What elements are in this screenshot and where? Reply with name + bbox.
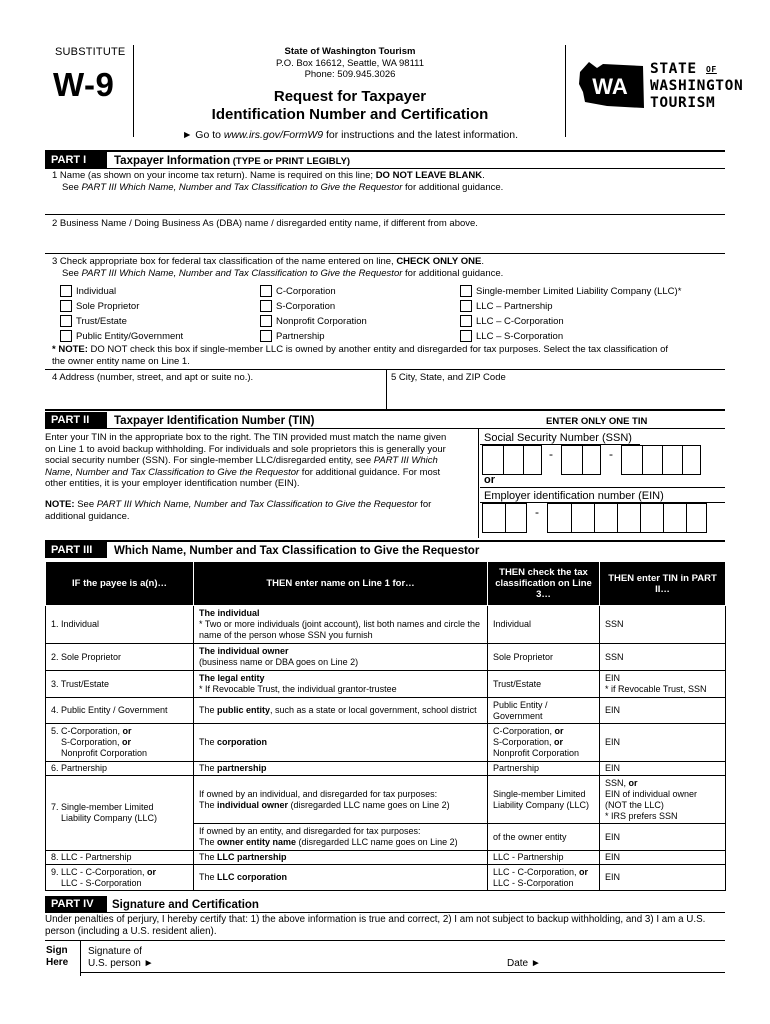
form-title-line1: Request for Taxpayer	[273, 88, 427, 105]
col-header: THEN enter TIN in PART II…	[600, 562, 726, 606]
checkbox-label: Individual	[76, 286, 117, 297]
line1-label	[52, 170, 485, 182]
name-cell	[194, 824, 488, 851]
name-text: * Two or more individuals (joint account), list both names and circle the name of the person whose SSN you furnish	[199, 619, 480, 640]
part2-body-line	[45, 467, 475, 479]
ein-label: Employer identification number (EIN)	[484, 490, 664, 502]
payee-cell: 2. Sole Proprietor	[46, 644, 194, 671]
part4-title: Signature and Certification	[112, 899, 259, 911]
table-row	[46, 698, 726, 724]
part3-top-rule	[45, 540, 725, 542]
rule-vertical	[386, 369, 387, 409]
name-bold: individual owner	[217, 799, 289, 810]
part1-title-note: (TYPE or PRINT LEGIBLY)	[230, 156, 351, 167]
part2-body-line: Enter your TIN in the appropriate box to the right. The TIN provided must match the name given	[45, 432, 447, 443]
tin-cell: EIN	[600, 824, 726, 851]
part3-title: Which Name, Number and Tax Classification to Give the Requestor	[114, 545, 480, 557]
name-cell	[194, 644, 488, 671]
city-state-zip-field[interactable]	[388, 384, 724, 406]
checkbox-label: Nonprofit Corporation	[276, 316, 367, 327]
part2-note-line	[45, 499, 475, 511]
cell-divider	[594, 504, 595, 532]
certification-line: Under penalties of perjury, I hereby certify that: 1) the above information is true and correct, 2) I am not subject to backup withholding, and 3) I am a U.S.	[45, 914, 706, 925]
name-bold: partnership	[217, 763, 267, 773]
cell-divider	[663, 504, 664, 532]
line1-bold: DO NOT LEAVE BLANK	[375, 170, 483, 181]
payee-cell: 1. Individual	[46, 606, 194, 644]
signature-label	[88, 946, 153, 970]
classification-cell: Sole Proprietor	[488, 644, 600, 671]
name-pre: The	[199, 872, 218, 882]
ssn-group-2[interactable]	[561, 445, 601, 475]
logo-text	[650, 61, 743, 112]
name-cell	[194, 724, 488, 762]
checkbox-label: Trust/Estate	[76, 316, 127, 327]
substitute-label: SUBSTITUTE	[55, 46, 126, 58]
logo-mark-text: WA	[592, 74, 628, 99]
name-text: , such as a state or local government, school district	[270, 705, 477, 715]
table-row	[46, 776, 726, 824]
name-bold: The individual	[199, 608, 260, 618]
part2-note-end: for	[417, 499, 432, 510]
ein-group-1[interactable]	[482, 503, 527, 533]
ssn-label: Social Security Number (SSN)	[484, 432, 632, 444]
payee-bold: or	[122, 726, 132, 736]
business-name-field[interactable]	[45, 230, 725, 252]
part1-tag: PART I	[45, 152, 107, 168]
cell-divider	[617, 504, 618, 532]
name-text: (disregarded LLC name goes on Line 2)	[288, 799, 450, 810]
name-pre: The	[199, 837, 218, 847]
name-text: If owned by an individual, and disregarded for tax purposes:	[199, 788, 438, 799]
checkbox-partnership[interactable]	[260, 330, 272, 342]
table-row	[46, 644, 726, 671]
classification-cell: Partnership	[488, 762, 600, 776]
checkbox-s-corporation[interactable]	[260, 300, 272, 312]
enter-only-one-tin: ENTER ONLY ONE TIN	[546, 416, 648, 427]
form-title	[140, 88, 560, 124]
cls-text: S-Corporation,	[493, 737, 555, 747]
checkbox-c-corporation[interactable]	[260, 285, 272, 297]
here-word: Here	[46, 957, 69, 968]
line4-label: 4 Address (number, street, and apt or suite no.).	[52, 372, 254, 383]
checkbox-label: C-Corporation	[276, 286, 336, 297]
org-phone: Phone: 509.945.3026	[304, 69, 396, 80]
name-pre: The	[199, 799, 218, 810]
rule-vertical	[80, 940, 81, 976]
part4-tag: PART IV	[45, 896, 107, 912]
checkbox-llc-c-corp[interactable]	[460, 315, 472, 327]
checkbox-label: S-Corporation	[276, 301, 336, 312]
part2-body-text: for additional guidance. For most	[299, 466, 441, 478]
ssn-group-1[interactable]	[482, 445, 542, 475]
part2-note-bold: NOTE:	[45, 499, 75, 510]
tin-cell: SSN	[600, 644, 726, 671]
part2-body-line	[45, 455, 475, 467]
tin-cell: SSN	[600, 606, 726, 644]
classification-cell: Trust/Estate	[488, 671, 600, 698]
rule	[45, 369, 725, 370]
payee-bold: or	[147, 866, 157, 877]
rule-vertical	[478, 428, 479, 538]
cls-bold: or	[554, 737, 564, 747]
payee-cell	[46, 865, 194, 891]
rule	[480, 487, 725, 488]
sign-word: Sign	[46, 945, 68, 956]
tin-cell: EIN	[600, 762, 726, 776]
line3-bold: CHECK ONLY ONE	[396, 256, 482, 267]
form-title-line2: Identification Number and Certification	[211, 106, 489, 123]
classification-cell: LLC - Partnership	[488, 851, 600, 865]
instructions-link-line	[140, 129, 560, 141]
logo-washington: WASHINGTON	[650, 78, 744, 94]
col-header: IF the payee is a(n)…	[46, 562, 194, 606]
payee-cell: 8. LLC - Partnership	[46, 851, 194, 865]
cell-divider	[505, 504, 506, 532]
part2-note-line: additional guidance.	[45, 510, 130, 522]
tin-cell: EIN	[600, 851, 726, 865]
col-header: THEN check the tax classification on Line 3…	[488, 562, 600, 606]
tin-note: * if Revocable Trust, SSN	[605, 684, 707, 694]
address-field[interactable]	[45, 384, 385, 406]
cell-divider	[571, 504, 572, 532]
name-bold: public entity	[217, 705, 271, 715]
name-bold: owner entity name	[217, 837, 297, 847]
tin-guidance-table	[45, 561, 726, 891]
name-pre: The	[199, 705, 218, 715]
or-label: or	[484, 474, 495, 486]
rule	[45, 912, 725, 913]
name-pre: The	[199, 737, 218, 747]
sign-here-label	[46, 945, 68, 969]
payee-cell: 4. Public Entity / Government	[46, 698, 194, 724]
date-field[interactable]	[545, 950, 725, 972]
line3-text: 3 Check appropriate box for federal tax classification of the name entered on line,	[52, 256, 397, 267]
col-header: THEN enter name on Line 1 for…	[194, 562, 488, 606]
part2-body-italic: PART III Which	[373, 455, 438, 467]
cell-divider	[503, 446, 504, 474]
payee-cell	[46, 776, 194, 851]
rule	[45, 214, 725, 215]
name-cell	[194, 762, 488, 776]
table-header-row	[46, 562, 726, 606]
part2-note-italic: PART III Which Name, Number and Tax Classification to Give the Requestor	[96, 499, 418, 510]
name-cell	[194, 865, 488, 891]
part2-top-rule	[45, 409, 725, 411]
cls-text: Nonprofit Corporation	[493, 748, 580, 758]
part2-body	[45, 432, 475, 490]
signature-line	[80, 972, 725, 973]
ein-dash: -	[535, 505, 539, 519]
see-suffix: for additional guidance.	[402, 268, 504, 279]
tin-note: * IRS prefers SSN	[605, 810, 678, 821]
checkbox-sole-proprietor[interactable]	[60, 300, 72, 312]
payee-bold: or	[122, 737, 132, 747]
checkbox-individual[interactable]	[60, 285, 72, 297]
line1-end: .	[482, 170, 485, 181]
signature-label-line: U.S. person ►	[88, 958, 154, 969]
ssn-dash: -	[609, 447, 613, 461]
see-prefix: See	[62, 268, 82, 279]
classification-cell: Public Entity / Government	[488, 698, 600, 724]
cell-divider	[642, 446, 643, 474]
table-row	[46, 671, 726, 698]
line3-label	[52, 256, 484, 268]
line3-end: .	[481, 256, 484, 267]
table-row	[46, 724, 726, 762]
part2-note-text: See	[74, 499, 97, 510]
logo-of: OF	[706, 65, 717, 74]
ssn-group-3[interactable]	[621, 445, 701, 475]
table-row	[46, 865, 726, 891]
org-block	[140, 46, 560, 81]
payee-text: Nonprofit Corporation	[61, 748, 148, 758]
payee-cell: 6. Partnership	[46, 762, 194, 776]
classification-cell: Individual	[488, 606, 600, 644]
classification-cell	[488, 865, 600, 891]
cell-divider	[662, 446, 663, 474]
see-prefix: See	[62, 182, 82, 193]
line5-label: 5 City, State, and ZIP Code	[391, 372, 506, 383]
see-suffix: for additional guidance.	[402, 182, 504, 193]
payee-text: S-Corporation,	[61, 737, 123, 747]
tin-bold: or	[628, 777, 638, 788]
name-bold: The legal entity	[199, 673, 265, 683]
part1-title-text: Taxpayer Information	[114, 155, 231, 167]
name-text: (business name or DBA goes on Line 2)	[199, 657, 359, 667]
cls-text: LLC - C-Corporation,	[493, 866, 580, 877]
checkbox-label: Public Entity/Government	[76, 331, 184, 342]
cell-divider	[640, 504, 641, 532]
part1-top-rule	[45, 150, 725, 152]
part2-note	[45, 499, 475, 522]
see-italic: PART III Which Name, Number and Tax Classification to Give the Requestor	[81, 268, 403, 279]
payee-text: 7. Single-member Limited	[51, 802, 154, 812]
org-name: State of Washington Tourism	[284, 46, 416, 57]
logo-tourism: TOURISM	[650, 95, 716, 111]
part2-body-text: social security number (SSN). For single-member LLC/disregarded entity, see	[45, 455, 374, 467]
rule	[45, 428, 725, 429]
payee-cell	[46, 724, 194, 762]
payee-text: LLC - S-Corporation	[61, 877, 142, 888]
note-bold: * NOTE:	[52, 344, 88, 355]
header-divider	[133, 45, 134, 137]
checkbox-llc-s-corp[interactable]	[460, 330, 472, 342]
date-label: Date ►	[507, 958, 541, 969]
checkbox-label: LLC – Partnership	[476, 301, 553, 312]
certification-text	[45, 914, 730, 937]
table-row	[46, 606, 726, 644]
checkbox-label: Partnership	[276, 331, 325, 342]
name-pre: The	[199, 763, 218, 773]
checkbox-label: LLC – C-Corporation	[476, 316, 564, 327]
part2-tag: PART II	[45, 412, 107, 428]
tin-cell	[600, 671, 726, 698]
header-divider-right	[565, 45, 566, 137]
certification-line: person (including a U.S. resident alien).	[45, 925, 217, 937]
cls-bold: or	[554, 726, 564, 736]
see-italic: PART III Which Name, Number and Tax Classification to Give the Requestor	[81, 182, 403, 193]
name-text: (disregarded LLC name goes on Line 2)	[296, 837, 458, 847]
cls-text: C-Corporation,	[493, 726, 555, 736]
cell-divider	[523, 446, 524, 474]
cell-divider	[582, 446, 583, 474]
llc-note-line2: the owner entity name on Line 1.	[52, 356, 190, 367]
table-row	[46, 851, 726, 865]
checkbox-nonprofit[interactable]	[260, 315, 272, 327]
tin-cell: EIN	[600, 724, 726, 762]
part2-body-line: other entities, it is your employer identification number (EIN).	[45, 478, 300, 490]
tin-cell: EIN	[600, 865, 726, 891]
payee-text: Liability Company (LLC)	[61, 813, 158, 823]
payee-cell: 3. Trust/Estate	[46, 671, 194, 698]
logo-state: STATE	[650, 61, 697, 77]
line1-see	[62, 182, 503, 194]
part3-tag: PART III	[45, 542, 107, 558]
name-cell	[194, 851, 488, 865]
name-cell	[194, 606, 488, 644]
line1-text: 1 Name (as shown on your income tax return). Name is required on this line;	[52, 170, 376, 181]
cls-text: LLC - S-Corporation	[493, 877, 574, 888]
note-text: DO NOT check this box if single-member LLC is owned by another entity and disregarded for tax purposes. Select the tax classification of	[87, 344, 669, 355]
checkbox-llc-partnership[interactable]	[460, 300, 472, 312]
tin-cell: EIN	[600, 698, 726, 724]
rule	[45, 253, 725, 254]
cls-bold: or	[579, 866, 589, 877]
tin-text: EIN	[605, 673, 621, 683]
form-number: W-9	[53, 66, 115, 103]
signature-label-line: Signature of	[88, 946, 142, 957]
part2-body-line: on Line 1 to avoid backup withholding. For individuals and sole proprietors this is generally your	[45, 443, 446, 455]
classification-cell: Single-member Limited Liability Company (LLC)	[488, 776, 600, 824]
name-bold: LLC corporation	[217, 872, 288, 882]
cell-divider	[686, 504, 687, 532]
tin-cell	[600, 776, 726, 824]
goto-prefix: ► Go to	[181, 129, 224, 141]
table-row	[46, 762, 726, 776]
payee-text: 5. C-Corporation,	[51, 726, 123, 736]
llc-note	[52, 344, 722, 356]
irs-link[interactable]: www.irs.gov/FormW9	[223, 129, 324, 141]
checkbox-label: Sole Proprietor	[76, 301, 140, 312]
ssn-dash: -	[549, 447, 553, 461]
name-bold: LLC partnership	[217, 852, 287, 862]
name-text: If owned by an entity, and disregarded for tax purposes:	[199, 826, 421, 836]
org-address: P.O. Box 16612, Seattle, WA 98111	[275, 57, 425, 69]
checkbox-label: LLC – S-Corporation	[476, 331, 564, 342]
name-field[interactable]	[45, 194, 725, 214]
washington-state-logo-icon	[577, 58, 647, 110]
ein-group-2[interactable]	[547, 503, 707, 533]
name-cell	[194, 671, 488, 698]
cell-divider	[682, 446, 683, 474]
name-bold: corporation	[217, 737, 268, 747]
payee-text: 9. LLC - C-Corporation,	[51, 866, 148, 877]
line3-see	[62, 268, 503, 280]
tin-text: EIN of individual owner (NOT the LLC)	[605, 788, 698, 810]
part2-title: Taxpayer Identification Number (TIN)	[114, 415, 315, 427]
checkbox-public-entity[interactable]	[60, 330, 72, 342]
checkbox-trust-estate[interactable]	[60, 315, 72, 327]
name-text: * If Revocable Trust, the individual grantor-trustee	[199, 684, 397, 694]
name-cell	[194, 698, 488, 724]
goto-suffix: for instructions and the latest information.	[323, 129, 519, 141]
rule	[45, 940, 725, 941]
classification-cell	[488, 724, 600, 762]
checkbox-single-member-llc[interactable]	[460, 285, 472, 297]
checkbox-label: Single-member Limited Liability Company (LLC)*	[476, 286, 682, 297]
name-bold: The individual owner	[199, 646, 289, 656]
rule	[45, 168, 725, 169]
name-cell	[194, 776, 488, 824]
part1-title	[114, 154, 350, 169]
classification-cell: of the owner entity	[488, 824, 600, 851]
line2-label: 2 Business Name / Doing Business As (DBA) name / disregarded entity name, if different from above.	[52, 218, 478, 229]
name-pre: The	[199, 852, 218, 862]
part2-body-italic: Name, Number and Tax Classification to Give the Requestor	[45, 466, 300, 478]
tin-text: SSN,	[605, 777, 629, 788]
signature-field[interactable]	[170, 950, 490, 972]
